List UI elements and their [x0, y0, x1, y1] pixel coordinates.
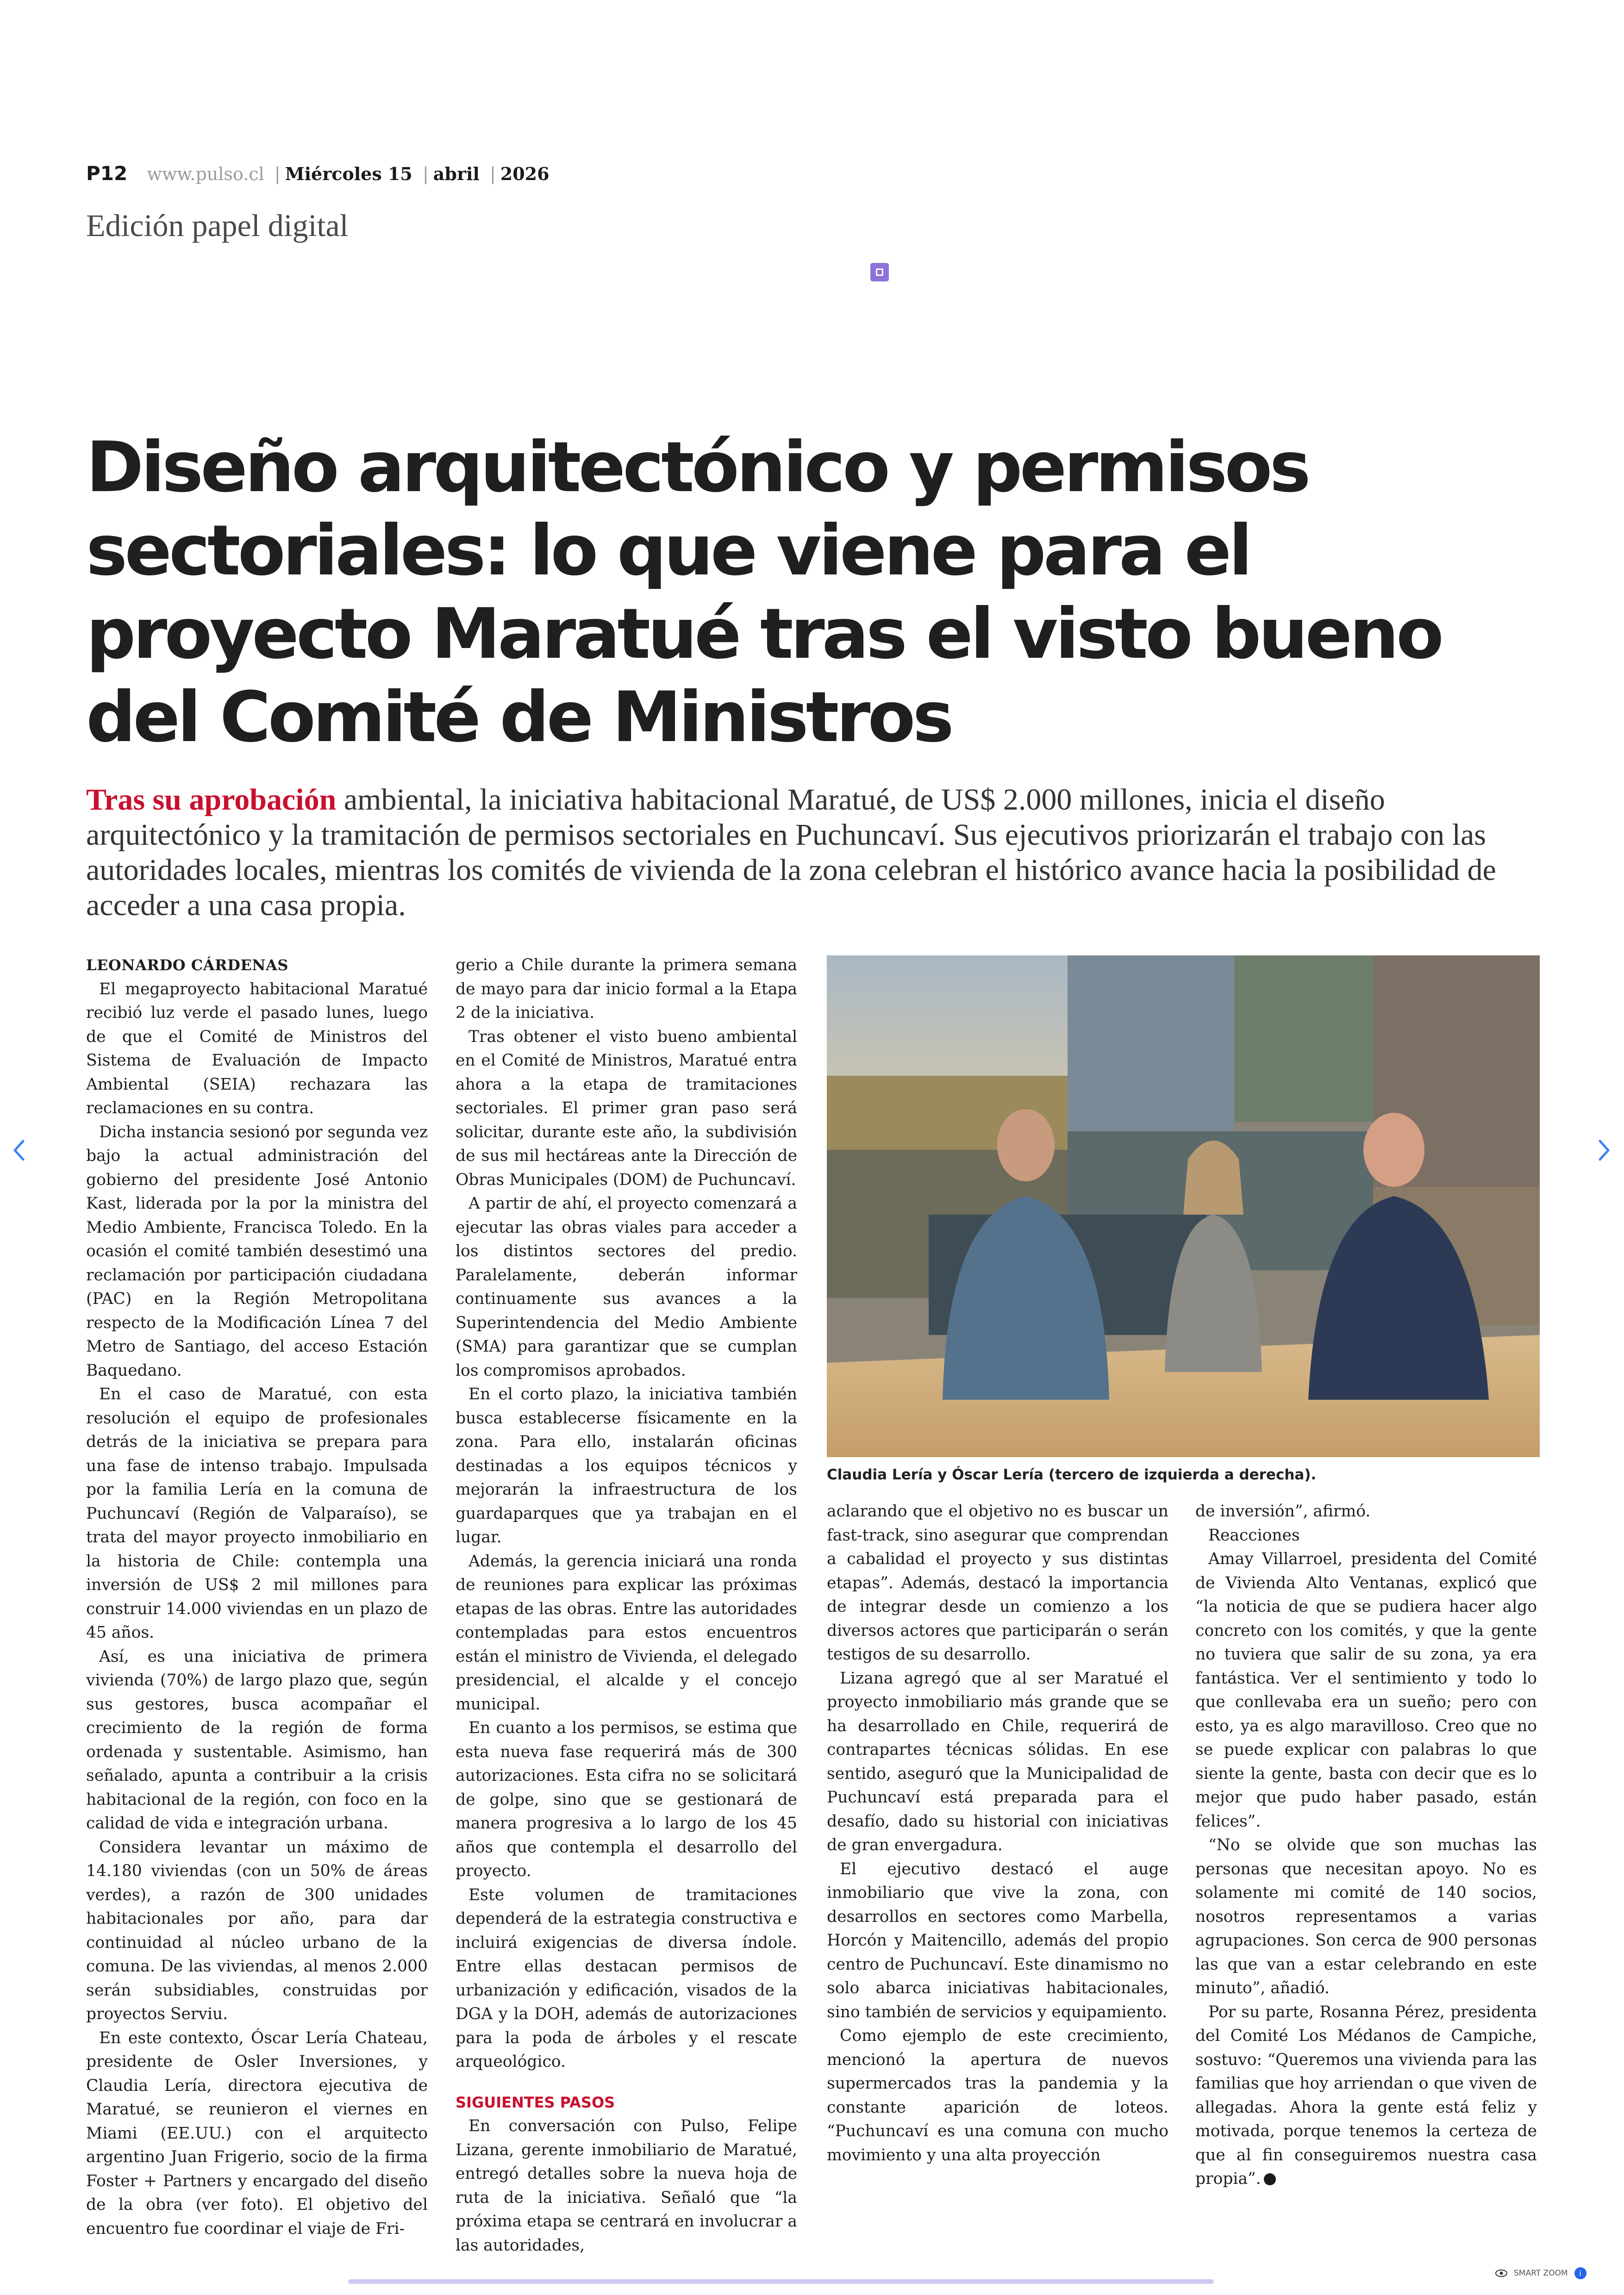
edition-label: Edición papel digital [86, 208, 349, 243]
smart-zoom-label: SMART ZOOM [1514, 2269, 1568, 2278]
article-headline: Diseño arquitectónico y permisos sectoriales: lo que viene para el proyecto Maratué tras el visto bueno del Comité de Ministros [86, 427, 1441, 758]
paragraph: A partir de ahí, el proyecto comenzará a ejecutar las obras viales para acceder a los distintos sectores del predio. Paralelamente, deberán informar continuamente sus avances a la Superintendencia del Medio Ambiente (SMA) para garantizar que se cumplan los compromisos aprobados. [456, 1194, 797, 1380]
next-page-arrow-icon[interactable] [1588, 1129, 1620, 1171]
paragraph: Además, la gerencia iniciará una ronda de reuniones para explicar las próximas etapas de las obras. Entre las autoridades contempladas para estos encuentros están el ministro de Vivienda, el delegado presidencial, el alcalde y el concejo municipal. [456, 1552, 797, 1714]
paragraph: Lizana agregó que al ser Maratué el proyecto inmobiliario más grande que se ha desarrollado en Chile, requerirá de contrapartes técnicas sólidas. En ese sentido, aseguró que la Municipalidad de Puchuncaví está preparada para el desafío, dado su historial con iniciativas de gran envergadura. [827, 1669, 1168, 1854]
paragraph: de inversión”, afirmó. [1195, 1502, 1371, 1521]
paragraph: En conversación con Pulso, Felipe Lizana, gerente inmobiliario de Maratué, entregó detalles sobre la nueva hoja de ruta de la iniciativa. Señaló que “la próxima etapa se centrará en involucrar a las autoridades, [456, 2117, 797, 2255]
horizontal-scrollbar[interactable] [348, 2279, 1214, 2284]
paragraph: En cuanto a los permisos, se estima que esta nueva fase requerirá más de 300 autorizaciones. Esta cifra no se solicitará de golpe, sino que se gestionará de manera progresiva a lo largo de los 45 años que contempla el desarrollo del proyecto. [456, 1719, 797, 1880]
paragraph: En este contexto, Óscar Lería Chateau, presidente de Osler Inversiones, y Claudia Lería, directora ejecutiva de Maratué, se reunieron el viernes en Miami (EE.UU.) con el arquitecto argentino Juan Frigerio, socio de la firma Foster + Partners y encargado del diseño de la obra (ver foto). El objetivo del encuentro fue coordinar el viaje de Fri- [86, 2028, 428, 2238]
article-column-4 [1195, 1500, 1537, 2191]
paragraph: El megaproyecto habitacional Maratué recibió luz verde el pasado lunes, luego de que el Comité de Ministros del Sistema de Evaluación de Impacto Ambiental (SEIA) rechazara las reclamaciones en su contra. [86, 979, 428, 1117]
section-subhead: SIGUIENTES PASOS [456, 2093, 615, 2111]
article-lead [86, 782, 1540, 923]
date-month: abril [433, 163, 480, 184]
page-folio: P12 www.pulso.cl | Miércoles 15 | abril | 2026 [86, 162, 550, 185]
paragraph: “No se olvide que son muchas las personas que necesitan apoyo. No es solamente mi comité de 140 socios, nosotros representamos a varias agrupaciones. Son cerca de 900 personas las que van a estar celebrando en este minuto”, añadió. [1195, 1836, 1537, 1997]
paragraph: Este volumen de tramitaciones dependerá de la estrategia constructiva e incluirá exigencias de diversa índole. Entre ellas destacan permisos de urbanización y edificación, visados de la DGA y la DOH, además de autorizaciones para la poda de árboles y el rescate arqueológico. [456, 1885, 797, 2071]
paragraph: Dicha instancia sesionó por segunda vez bajo la actual administración del gobierno del presidente José Antonio Kast, liderada por la por la ministra del Medio Ambiente, Francisca Toledo. En la ocasión el comité también desestimó una reclamación por participación ciudadana (PAC) en la Región Metropolitana respecto de la Modificación Línea 7 del Metro de Santiago, del acceso Estación Baquedano. [86, 1123, 428, 1380]
end-mark-icon [1264, 2173, 1276, 2185]
paragraph: aclarando que el objetivo no es buscar un fast-track, sino asegurar que comprendan a cabalidad el proyecto y sus distintas etapas”. Además, destacó la importancia de integrar desde un comienzo a los diversos actores que participarán o serán testigos de su desarrollo. [827, 1502, 1168, 1664]
article-column-2 [456, 954, 797, 2258]
page-number: P12 [86, 162, 128, 185]
paragraph-text: Por su parte, Rosanna Pérez, presidenta del Comité Los Médanos de Campiche, sostuvo: “Queremos una vivienda para las familias que hoy arriendan o que viven de allegadas. Ahora la gente está feliz y motivada, porque tenemos la certeza de que al fin conseguiremos nuestra casa propia”. [1195, 2002, 1537, 2188]
photo-caption: Claudia Lería y Óscar Lería (tercero de izquierda a derecha). [827, 1466, 1317, 1483]
paragraph: En el corto plazo, la iniciativa también busca establecerse físicamente en la zona. Para ello, instalarán oficinas destinadas a los equipos técnicos y mejorarán la infraestructura de los guardaparques que ya trabajan en el lugar. [456, 1385, 797, 1547]
eye-icon [1495, 2269, 1507, 2277]
section-subhead-reactions: Reacciones [1208, 1526, 1300, 1545]
article-photo[interactable] [827, 955, 1540, 1457]
byline: LEONARDO CÁRDENAS [86, 956, 288, 974]
paragraph: El ejecutivo destacó el auge inmobiliario que vive la zona, con desarrollos en sectores como Marbella, Horcón y Maitencillo, además del propio centro de Puchuncaví. Este dinamismo no solo abarca iniciativas habitacionales, sino también de servicios y equipamiento. [827, 1859, 1168, 2021]
smart-zoom-control[interactable] [1495, 2267, 1587, 2279]
previous-page-arrow-icon[interactable] [3, 1129, 35, 1171]
lead-highlight: Tras su aprobación [86, 783, 337, 817]
photo-illustration [827, 955, 1540, 1457]
bookmark-icon[interactable] [870, 263, 889, 281]
lead-text: ambiental, la iniciativa habitacional Maratué, de US$ 2.000 millones, inicia el diseño arquitectónico y la tramitación de permisos sectoriales en Puchuncaví. Sus ejecutivos priorizarán el trabajo con las autoridades locales, mientras los comités de vivienda de la zona celebran el histórico avance hacia la posibilidad de acceder a una casa propia. [86, 783, 1496, 922]
paragraph: Considera levantar un máximo de 14.180 viviendas (con un 50% de áreas verdes), a razón de 300 unidades habitacionales por año, para dar continuidad al núcleo urbano de la comuna. De las viviendas, al menos 2.000 serán subsidiables, construidas por proyectos Serviu. [86, 1838, 428, 2023]
paragraph: Amay Villarroel, presidenta del Comité de Vivienda Alto Ventanas, explicó que “la noticia de que se pudiera hacer algo concreto con los comités, y que la gente no tuviera que salir de su zona, ya era fantástica. Ver el sentimiento y todo lo que conllevaba era un sueño; pero con esto, ya es algo maravilloso. Creo que no se puede explicar con palabras lo que siente la gente, basta con decir que es lo mejor que pudo haber pasado, están felices”. [1195, 1550, 1537, 1831]
article-column-1 [86, 954, 428, 2241]
paragraph: Así, es una iniciativa de primera vivienda (70%) de largo plazo que, según sus gestores, busca acompañar el crecimiento de la región de forma ordenada y sustentable. Asimismo, han señalado, apunta a contribuir a la crisis habitacional de la región, con foco en la calidad de vida e integración urbana. [86, 1647, 428, 1833]
paragraph: En el caso de Maratué, con esta resolución el equipo de profesionales detrás de la iniciativa se prepara para una fase de intenso trabajo. Impulsada por la familia Lería en la comuna de Puchuncaví (Región de Valparaíso), se trata del mayor proyecto inmobiliario en la historia de Chile: contempla una inversión de US$ 2 mil millones para construir 14.000 viviendas en un plazo de 45 años. [86, 1385, 428, 1642]
date-day: Miércoles 15 [285, 163, 412, 184]
paragraph: gerio a Chile durante la primera semana de mayo para dar inicio formal a la Etapa 2 de la iniciativa. [456, 956, 797, 1022]
paragraph [1195, 2001, 1537, 2191]
paragraph: Tras obtener el visto bueno ambiental en el Comité de Ministros, Maratué entra ahora a la etapa de tramitaciones sectoriales. El primer gran paso será solicitar, durante este año, la subdivisión de sus mil hectáreas ante la Dirección de Obras Municipales (DOM) de Puchuncaví. [456, 1027, 797, 1189]
site-url[interactable]: www.pulso.cl [147, 164, 264, 184]
paragraph: Como ejemplo de este crecimiento, mencionó la apertura de nuevos supermercados tras la pandemia y la constante aparición de loteos. “Puchuncaví es una comuna con mucho movimiento y una alta proyección [827, 2027, 1168, 2164]
article-column-3 [827, 1500, 1168, 2167]
info-badge[interactable]: i [1574, 2267, 1587, 2279]
date-year: 2026 [500, 163, 550, 184]
